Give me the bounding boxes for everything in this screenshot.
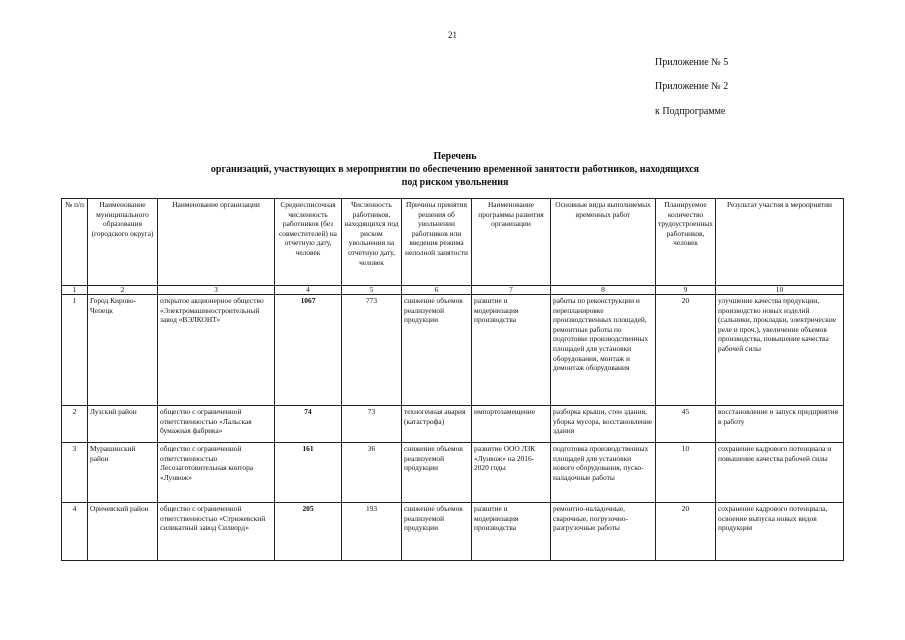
municipality-cell: Оричевский район	[88, 503, 158, 561]
at-risk-cell: 73	[342, 406, 402, 443]
planned-cell: 20	[656, 503, 716, 561]
appendix-line-1: Приложение № 5	[655, 57, 729, 68]
row-number: 4	[62, 503, 88, 561]
works-cell: ремонтно-наладочные, сварочные, погрузочно-разгрузочные работы	[551, 503, 656, 561]
result-cell: сохранение кадрового потенциала, освоение выпуска новых видов продукции	[716, 503, 844, 561]
organization-cell: общество с ограниченной ответственностью «Стрижевский силикатный завод Силворд»	[158, 503, 275, 561]
header-planned: Планируемое количество трудоустроенных работников, человек	[656, 199, 716, 286]
planned-cell: 20	[656, 295, 716, 406]
page-number: 21	[448, 30, 457, 40]
reason-cell: снижение объемов реализуемой продукции	[402, 443, 472, 503]
header-row	[62, 199, 844, 286]
planned-cell: 10	[656, 443, 716, 503]
organization-cell: общество с ограниченной ответственностью Лесозаготовительная контора «Лунвож»	[158, 443, 275, 503]
works-cell: работы по реконструкции и перепланировке производственных площадей, ремонтные работы по подготовке производственных площадей для установки оборудования, монтаж и демонтаж оборудования	[551, 295, 656, 406]
column-number-row	[62, 286, 844, 295]
reason-cell: снижение объемов реализуемой продукции	[402, 295, 472, 406]
column-number: 1	[62, 286, 88, 295]
avg-headcount-cell: 205	[275, 503, 342, 561]
program-cell: развитие ООО ЛЗК «Лунвож» на 2016-2020 годы	[472, 443, 551, 503]
column-number: 9	[656, 286, 716, 295]
avg-headcount-cell: 161	[275, 443, 342, 503]
avg-headcount-cell: 1067	[275, 295, 342, 406]
header-avg-headcount: Среднесписочная численность работников (без совместителей) на отчетную дату, человек	[275, 199, 342, 286]
at-risk-cell: 36	[342, 443, 402, 503]
works-cell: подготовка производственных площадей для установки нового оборудования, пуско-наладочные работы	[551, 443, 656, 503]
header-program: Наименование программы развития организации	[472, 199, 551, 286]
program-cell: развитие и модернизация производства	[472, 503, 551, 561]
table-row	[62, 443, 844, 503]
program-cell: импортозамещение	[472, 406, 551, 443]
column-number: 4	[275, 286, 342, 295]
header-organization: Наименование организации	[158, 199, 275, 286]
header-municipality: Наименование муниципального образования (городского округа)	[88, 199, 158, 286]
reason-cell: снижение объемов реализуемой продукции	[402, 503, 472, 561]
program-cell: развитие и модернизация производства	[472, 295, 551, 406]
header-result: Результат участия в мероприятии	[716, 199, 844, 286]
result-cell: улучшение качества продукции, производство новых изделий (сальники, прокладки, электрические реле и проч.), увеличение объемов производства, повышение качества рабочей силы	[716, 295, 844, 406]
header-works: Основные виды выполняемых временных работ	[551, 199, 656, 286]
organization-cell: общество с ограниченной ответственностью «Лальская бумажная фабрика»	[158, 406, 275, 443]
planned-cell: 45	[656, 406, 716, 443]
row-number: 3	[62, 443, 88, 503]
result-cell: сохранение кадрового потенциала и повышение качества рабочей силы	[716, 443, 844, 503]
header-num: № п/п	[62, 199, 88, 286]
title-line-3: под риском увольнения	[401, 177, 509, 188]
table-row	[62, 503, 844, 561]
column-number: 5	[342, 286, 402, 295]
result-cell: восстановление и запуск предприятия в работу	[716, 406, 844, 443]
organization-cell: открытое акционерное общество «Электромашиностроительный завод «ВЭЛКОНТ»	[158, 295, 275, 406]
municipality-cell: Город Кирово-Чепецк	[88, 295, 158, 406]
column-number: 10	[716, 286, 844, 295]
header-at-risk: Численность работников, находящихся под риском увольнения на отчетную дату, человек	[342, 199, 402, 286]
at-risk-cell: 193	[342, 503, 402, 561]
works-cell: разборка крыши, стен здания, уборка мусора, восстановление здания	[551, 406, 656, 443]
appendix-line-3: к Подпрограмме	[655, 106, 726, 117]
table-row	[62, 406, 844, 443]
reason-cell: техногенная авария (катастрофа)	[402, 406, 472, 443]
avg-headcount-cell: 74	[275, 406, 342, 443]
document-title	[120, 150, 790, 189]
title-line-2: организаций, участвующих в мероприятии по обеспечению временной занятости работников, находящихся	[210, 164, 700, 175]
organizations-table	[61, 198, 844, 561]
header-reason: Причины принятия решения об увольнении работников или введения режима неполной занятости	[402, 199, 472, 286]
row-number: 2	[62, 406, 88, 443]
column-number: 6	[402, 286, 472, 295]
municipality-cell: Лузский район	[88, 406, 158, 443]
at-risk-cell: 773	[342, 295, 402, 406]
column-number: 8	[551, 286, 656, 295]
column-number: 3	[158, 286, 275, 295]
column-number: 2	[88, 286, 158, 295]
municipality-cell: Мурашинский район	[88, 443, 158, 503]
row-number: 1	[62, 295, 88, 406]
title-line-1: Перечень	[433, 151, 477, 162]
appendix-line-2: Приложение № 2	[655, 81, 729, 92]
column-number: 7	[472, 286, 551, 295]
table-row	[62, 295, 844, 406]
